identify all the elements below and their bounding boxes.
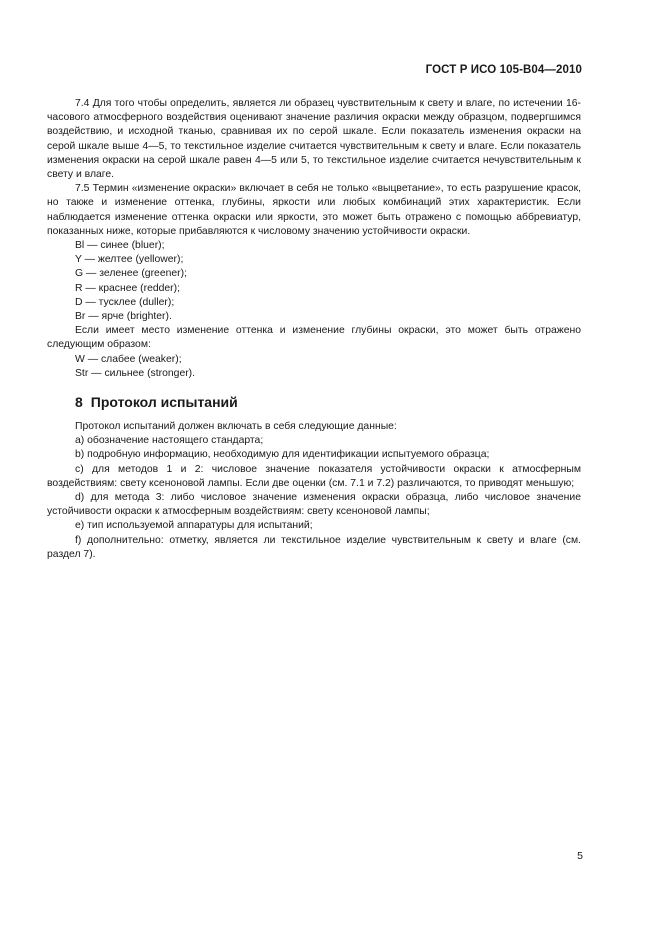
- abbreviation-list-depth: [47, 353, 581, 381]
- abbreviation-item: W — слабее (weaker);: [75, 353, 182, 365]
- report-item-b: b) подробную информацию, необходимую для идентификации испытуемого образца;: [75, 449, 490, 461]
- abbreviation-item: D — тусклее (duller);: [75, 296, 175, 308]
- section-number: 8: [75, 394, 83, 411]
- section-title: Протокол испытаний: [90, 394, 238, 411]
- abbreviation-list-hue: [47, 239, 581, 324]
- abbreviation-item: Br — ярче (brighter).: [75, 311, 172, 323]
- abbreviation-item: R — краснее (redder);: [75, 282, 180, 294]
- abbreviation-item: Y — желтее (yellower);: [75, 254, 184, 266]
- abbreviation-item: Str — сильнее (stronger).: [75, 367, 196, 379]
- abbreviation-item: Bl — синее (bluer);: [75, 240, 165, 252]
- report-item-e: e) тип используемой аппаратуры для испытаний;: [75, 520, 313, 532]
- standard-code-header: ГОСТ Р ИСО 105-В04—2010: [425, 64, 582, 76]
- page-number: 5: [577, 850, 583, 862]
- paragraph-depth-change: Если имеет место изменение оттенка и изменение глубины окраски, это может быть отражено следующим образом:: [47, 325, 581, 351]
- section-8-heading: [75, 393, 581, 411]
- report-item-f: f) дополнительно: отметку, является ли текстильное изделие чувствительным к свету и влаге (см. раздел 7).: [47, 534, 581, 560]
- paragraph-7-5: 7.5 Термин «изменение окраски» включает в себя не только «выцветание», то есть разрушение красок, но также и изменение оттенка, глубины, яркости или любых комбинаций этих характеристик. Если наблюдается изменение оттенка окраски или яркости, это может быть отражено с помощью аббревиатур, показанных ниже, которые прибавляются к числовому значению устойчивости окраски.: [47, 183, 581, 237]
- paragraph-7-4: 7.4 Для того чтобы определить, является ли образец чувствительным к свету и влаге, по истечении 16-часового атмосферного воздействия оценивают значение различия окраски между образцом, подвергшимся воздействию, и исходной тканью, сравнивая их по серой шкале. Если показатель изменения окраски на серой шкале выше 4—5, то текстильное изделие считается чувствительным к свету и влаге. Если показатель изменения окраски на серой шкале равен 4—5 или 5, то текстильное изделие считается нечувствительным к свету и влаге.: [47, 98, 581, 181]
- abbreviation-item: G — зеленее (greener);: [75, 268, 187, 280]
- report-item-c: c) для методов 1 и 2: числовое значение показателя устойчивости окраски к атмосферным воздействиям: свету ксеноновой лампы. Если две оценки (см. 7.1 и 7.2) различаются, то приводят меньшую;: [47, 463, 581, 489]
- document-body: [47, 97, 581, 562]
- report-item-d: d) для метода 3: либо числовое значение изменения окраски образца, либо числовое значение устойчивости окраски к атмосферным воздействиям: свету ксеноновой лампы;: [47, 492, 581, 518]
- report-item-a: a) обозначение настоящего стандарта;: [75, 435, 264, 447]
- section-8-intro: Протокол испытаний должен включать в себя следующие данные:: [75, 421, 397, 433]
